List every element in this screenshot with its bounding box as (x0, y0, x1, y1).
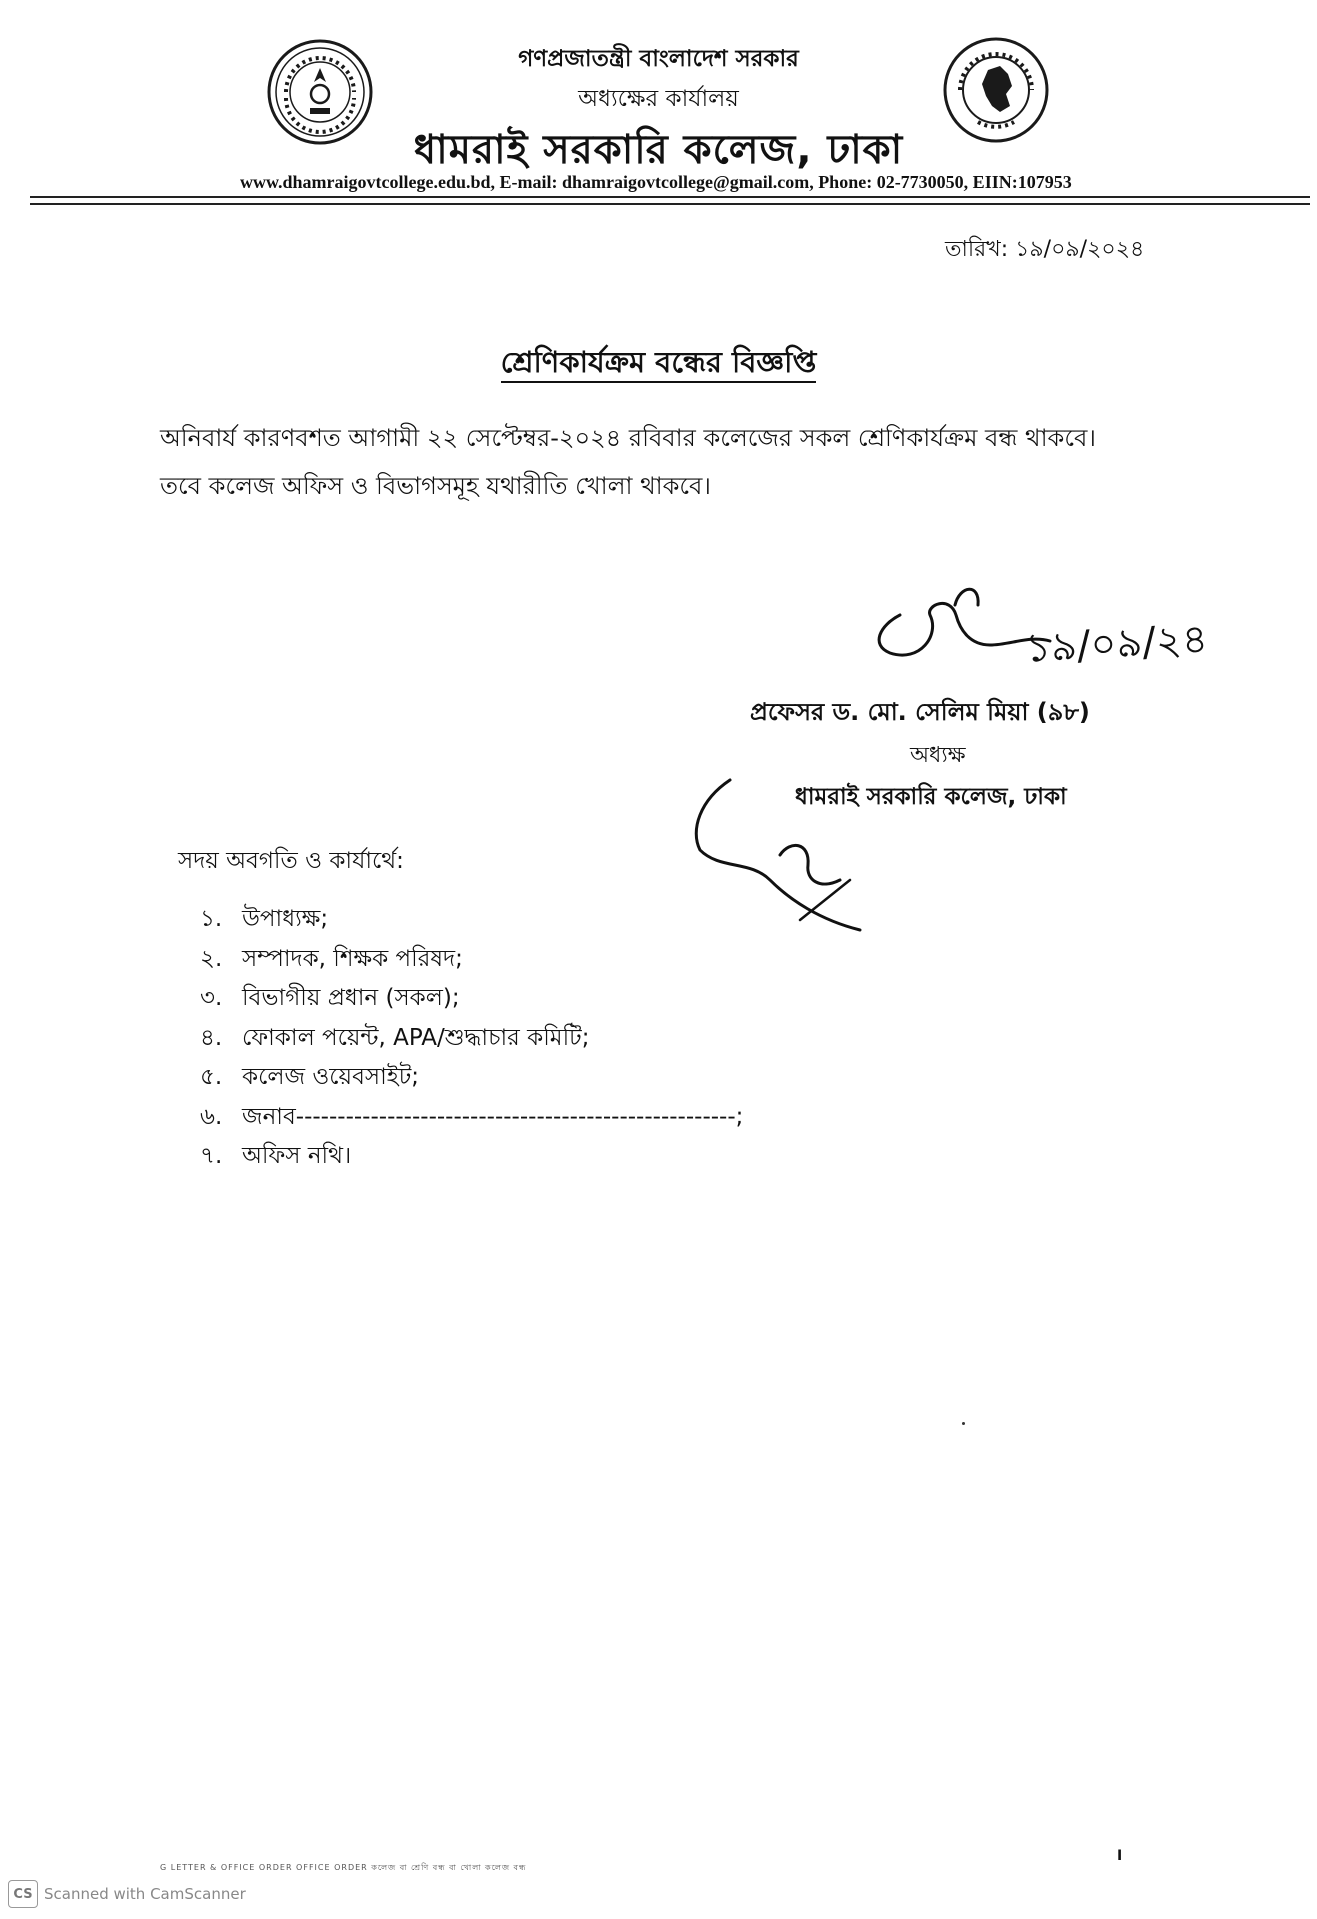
cc-item (200, 979, 743, 1019)
office-name: অধ্যক্ষের কার্যালয় (578, 86, 739, 112)
cc-item-text: কলেজ ওয়েবসাইট; (242, 1064, 419, 1090)
cc-item (200, 1137, 743, 1177)
principal-signature (860, 575, 1209, 685)
cc-item-text: সম্পাদক, শিক্ষক পরিষদ; (242, 945, 463, 972)
scan-speck (962, 1422, 965, 1425)
camscanner-logo-icon: CS (8, 1880, 38, 1908)
notice-title-text: শ্রেণিকার্যক্রম বন্ধের বিজ্ঞপ্তি (501, 345, 817, 383)
cc-heading: সদয় অবগতি ও কার্যার্থে: (178, 848, 404, 874)
cc-item-text: জনাব-----------------------------------------------------; (242, 1103, 744, 1130)
footer-mark: I (1117, 1848, 1123, 1864)
signatory-designation: অধ্যক্ষ (910, 743, 966, 768)
header-divider (30, 196, 1310, 198)
government-name: গণপ্রজাতন্ত্রী বাংলাদেশ সরকার (518, 46, 799, 72)
cc-item-number: ২. (200, 945, 223, 972)
signatory-college: ধামরাই সরকারি কলেজ, ঢাকা (795, 784, 1067, 810)
contact-line: www.dhamraigovtcollege.edu.bd, E-mail: dhamraigovtcollege@gmail.com, Phone: 02-7730050, EIIN:107953 (240, 172, 1072, 192)
notice-date: তারিখ: ১৯/০৯/২০২৪ (945, 237, 1145, 262)
cc-item-text: অফিস নথি। (242, 1143, 352, 1169)
cc-item-number: ৬. (200, 1103, 223, 1130)
cc-list (200, 900, 743, 1177)
cc-item (200, 940, 743, 980)
cc-item-text: ফোকাল পয়েন্ট, APA/শুদ্ধাচার কমিটি; (242, 1024, 590, 1051)
signatory-name: প্রফেসর ড. মো. সেলিম মিয়া (৯৮) (750, 698, 1090, 726)
file-path-footer: G LETTER & OFFICE ORDER OFFICE ORDER কলেজ বা শ্রেণি বন্ধ বা খোলা কলেজ বন্ধ (160, 1863, 527, 1872)
camscanner-watermark (8, 1880, 246, 1908)
cc-item-number: ৫. (200, 1064, 223, 1090)
cc-item-number: ৩. (200, 985, 223, 1011)
cc-item (200, 1098, 743, 1138)
cc-item (200, 1058, 743, 1098)
camscanner-text: Scanned with CamScanner (44, 1885, 246, 1903)
notice-body-line-2: তবে কলেজ অফিস ও বিভাগসমূহ যথারীতি খোলা থাকবে। (160, 472, 711, 500)
cc-item-number: ৪. (200, 1024, 223, 1051)
college-name: ধামরাই সরকারি কলেজ, ঢাকা (413, 127, 904, 173)
cc-item (200, 900, 743, 940)
cc-item-text: বিভাগীয় প্রধান (সকল); (242, 985, 460, 1011)
notice-title (0, 340, 1317, 389)
signature-date: ১৯/০৯/২৪ (1023, 616, 1209, 672)
cc-item-number: ১. (200, 906, 223, 932)
header-divider-secondary (30, 203, 1310, 205)
cc-item-number: ৭. (200, 1143, 223, 1169)
cc-item (200, 1019, 743, 1059)
notice-body-line-1: অনিবার্য কারণবশত আগামী ২২ সেপ্টেম্বর-২০২৪ রবিবার কলেজের সকল শ্রেণিকার্যক্রম বন্ধ থাকবে। (160, 424, 1096, 452)
cc-item-text: উপাধ্যক্ষ; (242, 906, 329, 932)
